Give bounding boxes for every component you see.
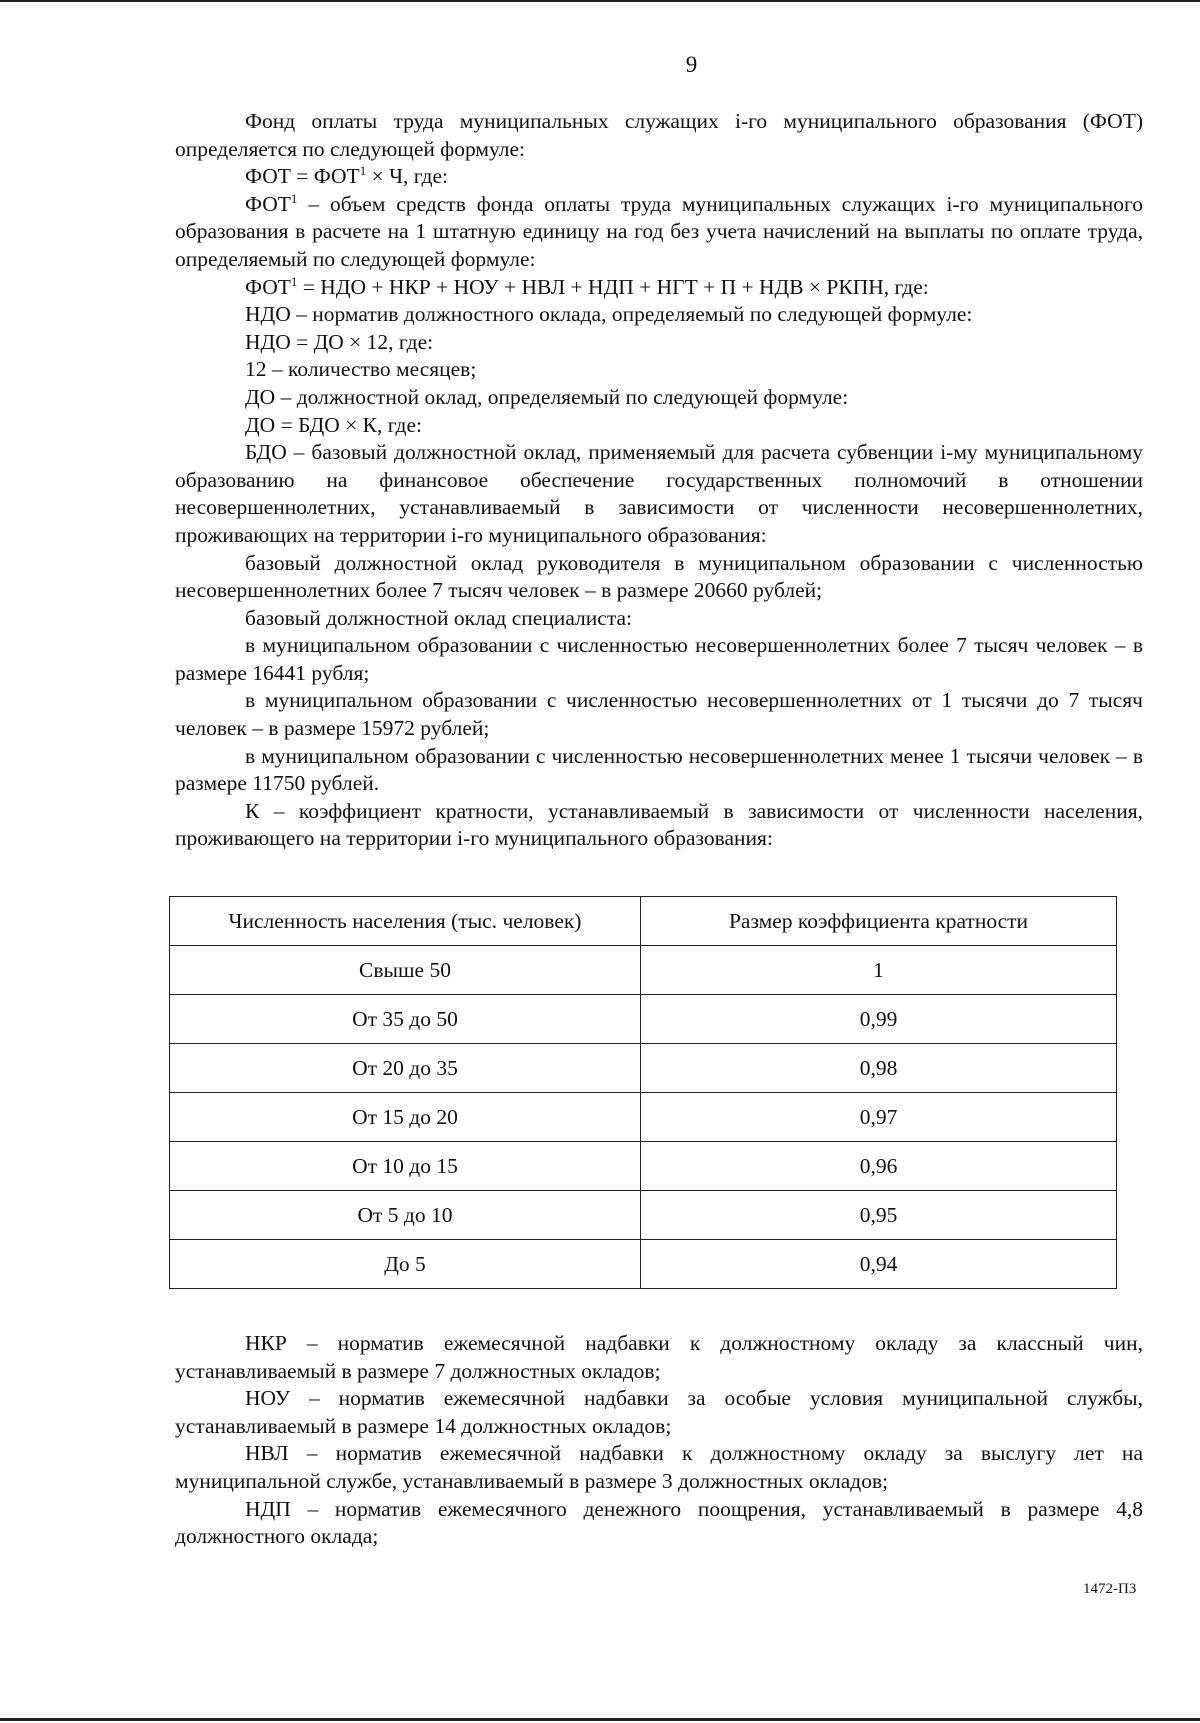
coefficient-cell: 0,96 <box>641 1142 1117 1191</box>
intro-paragraph: $ФОТ^1$ = НДО + НКР + НОУ + НВЛ + НДП + НГТ + П + НДВ × РКПН, где: <box>245 273 929 299</box>
table-row <box>170 1240 1117 1289</box>
table-row <box>170 946 1117 995</box>
population-cell: От 20 до 35 <box>170 1044 641 1093</box>
header-coefficient: Размер коэффициента кратности <box>641 897 1117 946</box>
coefficient-cell: 0,98 <box>641 1044 1117 1093</box>
intro-paragraph: К – коэффициент кратности, устанавливаемый в зависимости от численности населения, проживающего на территории i-го муниципального образования: <box>175 798 1143 851</box>
intro-paragraph: в муниципальном образовании с численностью несовершеннолетних от 1 тысячи до 7 тысяч человек – в размере 15972 рублей; <box>175 688 1143 741</box>
table-row <box>170 1142 1117 1191</box>
coefficient-cell: 0,94 <box>641 1240 1117 1289</box>
outro-paragraph: НОУ – норматив ежемесячной надбавки за особые условия муниципальной службы, устанавливаемый в размере 14 должностных окладов; <box>175 1386 1143 1438</box>
table-header-row <box>170 897 1117 946</box>
population-cell: От 15 до 20 <box>170 1093 641 1142</box>
intro-paragraph: базовый должностной оклад руководителя в муниципальном образовании с численностью несовершеннолетних более 7 тысяч человек – в размере 20660 рублей; <box>175 550 1143 603</box>
intro-paragraph: Фонд оплаты труда муниципальных служащих i-го муниципального образования (ФОТ) определяется по следующей формуле: <box>175 109 1143 161</box>
coefficient-cell: 0,99 <box>641 995 1117 1044</box>
intro-paragraph: ДО – должностной оклад, определяемый по следующей формуле: <box>245 384 849 409</box>
header-population: Численность населения (тыс. человек) <box>170 897 641 946</box>
intro-paragraph: в муниципальном образовании с численностью несовершеннолетних менее 1 тысячи человек – в размере 11750 рублей. <box>175 743 1143 796</box>
intro-paragraph: БДО – базовый должностной оклад, применяемый для расчета субвенции i-му муниципальному образованию на финансовое обеспечение государственных полномочий в отношении несовершеннолетних, устанавливаемый в зависимости от численности несовершеннолетних, проживающих на территории i-го муниципального образования: <box>175 440 1143 547</box>
scan-top-edge <box>0 0 1200 2</box>
population-cell: От 10 до 15 <box>170 1142 641 1191</box>
intro-text <box>175 108 1143 853</box>
intro-paragraph: базовый должностной оклад специалиста: <box>245 605 632 630</box>
outro-text <box>175 1330 1143 1551</box>
table-row <box>170 1044 1117 1093</box>
page-number: 9 <box>685 52 698 77</box>
intro-paragraph: НДО – норматив должностного оклада, определяемый по следующей формуле: <box>245 302 973 327</box>
coefficient-table <box>169 896 1117 1289</box>
intro-paragraph: в муниципальном образовании с численностью несовершеннолетних более 7 тысяч человек – в размере 16441 рубля; <box>175 633 1143 685</box>
population-cell: От 35 до 50 <box>170 995 641 1044</box>
table-row <box>170 995 1117 1044</box>
intro-paragraph: ФОТ$^1$ – объем средств фонда оплаты труда муниципальных служащих i-го муниципального образования в расчете на 1 штатную единицу на год без учета начислений на выплаты по оплате труда, определяемый по следующей формуле: <box>175 190 1143 271</box>
intro-paragraph: НДО = ДО × 12, где: <box>245 329 434 354</box>
outro-paragraph: НКР – норматив ежемесячной надбавки к должностному окладу за классный чин, устанавливаемый в размере 7 должностных окладов; <box>175 1331 1143 1383</box>
table-row <box>170 1191 1117 1240</box>
intro-paragraph: ФОТ = $ФОТ^1 \times Ч$, где: <box>245 163 449 189</box>
scan-bottom-edge <box>0 1718 1200 1721</box>
population-cell: Свыше 50 <box>170 946 641 995</box>
intro-paragraph: ДО = БДО × К, где: <box>245 412 422 437</box>
intro-paragraph: 12 – количество месяцев; <box>245 357 477 382</box>
document-code: 1472-ПЗ <box>1083 1581 1137 1597</box>
population-cell: До 5 <box>170 1240 641 1289</box>
table-row <box>170 1093 1117 1142</box>
population-cell: От 5 до 10 <box>170 1191 641 1240</box>
coefficient-cell: 0,97 <box>641 1093 1117 1142</box>
coefficient-cell: 1 <box>641 946 1117 995</box>
outro-paragraph: НВЛ – норматив ежемесячной надбавки к должностному окладу за выслугу лет на муниципальной службе, устанавливаемый в размере 3 должностных окладов; <box>175 1441 1143 1493</box>
coefficient-cell: 0,95 <box>641 1191 1117 1240</box>
outro-paragraph: НДП – норматив ежемесячного денежного поощрения, устанавливаемый в размере 4,8 должностного оклада; <box>175 1496 1143 1549</box>
